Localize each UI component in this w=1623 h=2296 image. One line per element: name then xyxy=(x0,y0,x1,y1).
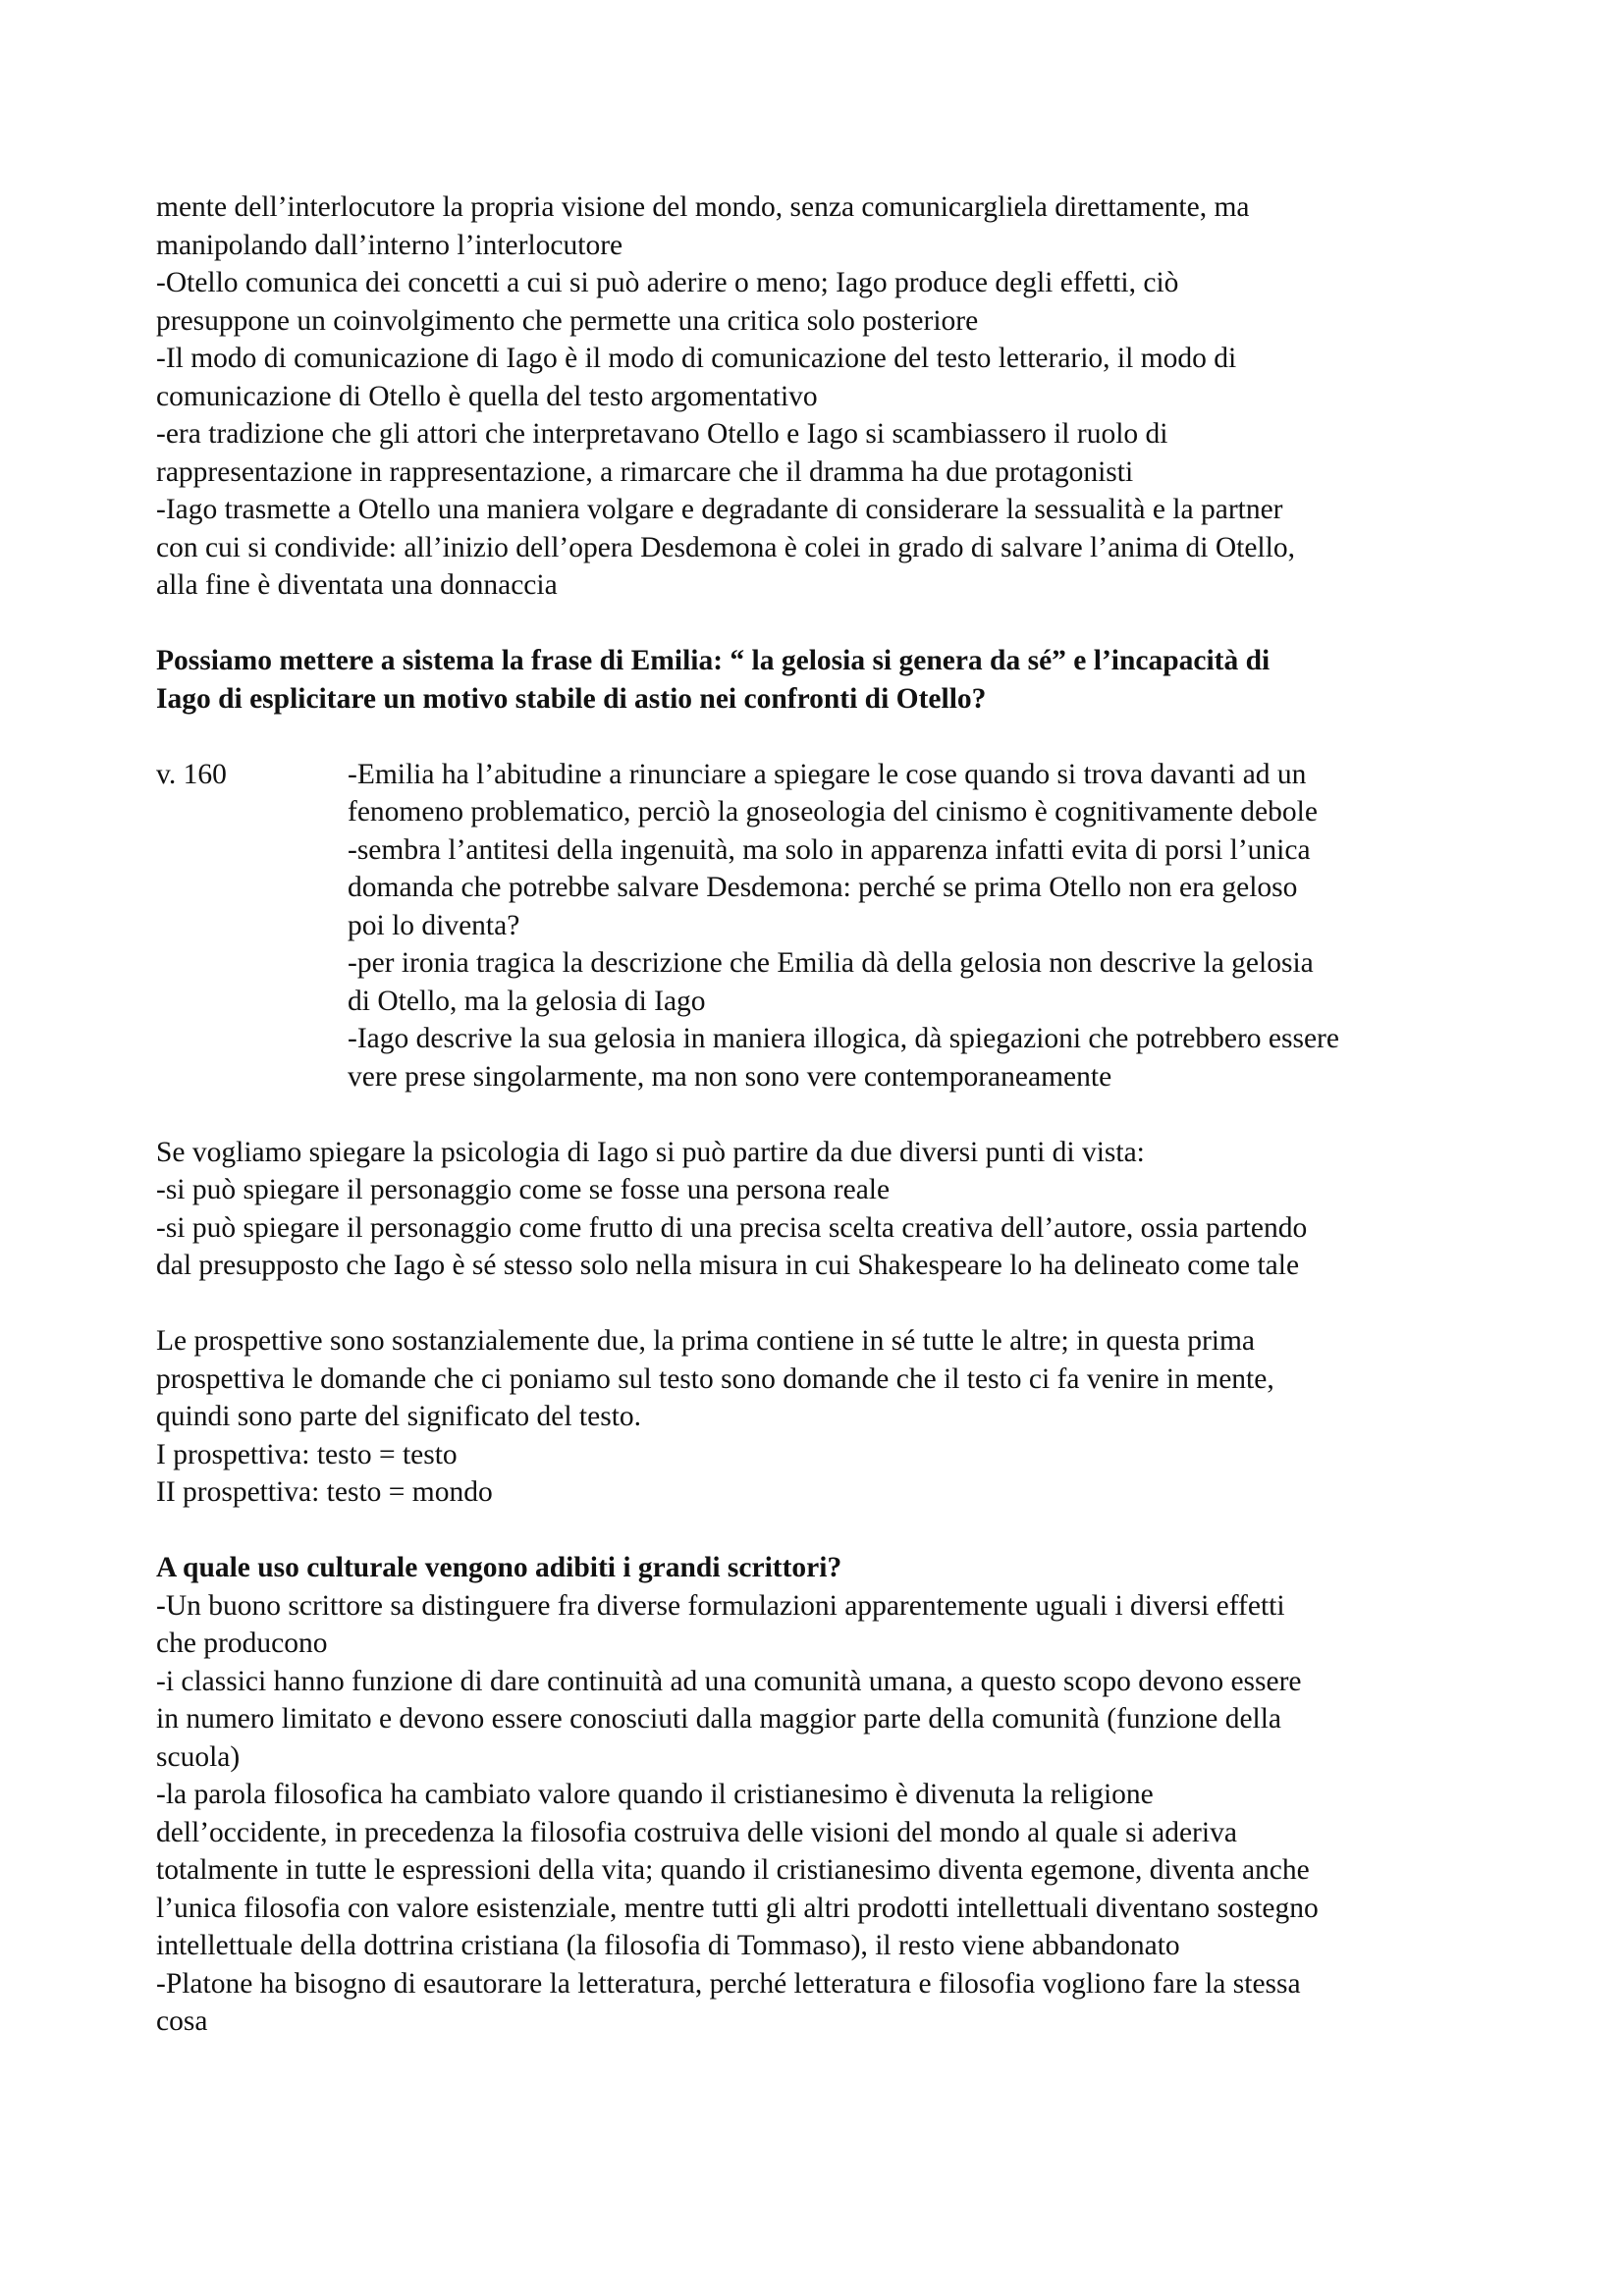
text-line: mente dell’interlocutore la propria visione del mondo, senza comunicargliela direttamente, ma xyxy=(156,191,1250,223)
document-page xyxy=(156,188,1477,2041)
text-line: I prospettiva: testo = testo xyxy=(156,1438,458,1470)
paragraph-gap xyxy=(156,1512,1477,1550)
text-line: -Emilia ha l’abitudine a rinunciare a spiegare le cose quando si trova davanti ad un xyxy=(348,758,1307,790)
text-line: -per ironia tragica la descrizione che Emilia dà della gelosia non descrive la gelosia xyxy=(348,947,1314,979)
text-line: scuola) xyxy=(156,1740,241,1773)
text-line: domanda che potrebbe salvare Desdemona: perché se prima Otello non era geloso xyxy=(348,872,1298,903)
text-line: in numero limitato e devono essere conosciuti dalla maggior parte della comunità (funzione della xyxy=(156,1703,1282,1735)
psychology-paragraph xyxy=(156,1134,1477,1285)
heading-line: Possiamo mettere a sistema la frase di Emilia: “ la gelosia si genera da sé” e l’incapacità di xyxy=(156,645,1271,676)
text-line: comunicazione di Otello è quella del testo argomentativo xyxy=(156,380,818,412)
text-line: -era tradizione che gli attori che interpretavano Otello e Iago si scambiassero il ruolo di xyxy=(156,418,1168,450)
text-line: l’unica filosofia con valore esistenziale, mentre tutti gli altri prodotti intellettuali diventano sostegno xyxy=(156,1892,1319,1924)
text-line: vere prese singolarmente, ma non sono vere contemporaneamente xyxy=(348,1060,1112,1093)
text-line: dal presupposto che Iago è sé stesso solo nella misura in cui Shakespeare lo ha delineato come tale xyxy=(156,1250,1300,1281)
text-line: alla fine è diventata una donnaccia xyxy=(156,569,558,601)
paragraph-gap xyxy=(156,718,1477,756)
verse-note-block xyxy=(156,756,1477,1096)
text-line: -si può spiegare il personaggio come frutto di una precisa scelta creativa dell’autore, ossia partendo xyxy=(156,1211,1308,1244)
verse-commentary xyxy=(348,756,1477,1096)
question-heading-writers: A quale uso culturale vengono adibiti i grandi scrittori? xyxy=(156,1552,842,1583)
text-line: rappresentazione in rappresentazione, a rimarcare che il dramma ha due protagonisti xyxy=(156,455,1134,488)
text-line: manipolando dall’interno l’interlocutore xyxy=(156,229,623,261)
text-line: -la parola filosofica ha cambiato valore quando il cristianesimo è divenuta la religione xyxy=(156,1779,1154,1810)
text-line: -Iago trasmette a Otello una maniera volgare e degradante di considerare la sessualità e la partner xyxy=(156,494,1283,525)
writers-section xyxy=(156,1549,1477,2041)
text-line: -si può spiegare il personaggio come se fosse una persona reale xyxy=(156,1174,891,1205)
text-line: -Il modo di comunicazione di Iago è il modo di comunicazione del testo letterario, il modo di xyxy=(156,343,1237,374)
question-heading-emilia xyxy=(156,642,1477,718)
text-line: poi lo diventa? xyxy=(348,909,520,941)
intro-paragraph xyxy=(156,188,1477,605)
verse-reference: v. 160 xyxy=(156,758,227,790)
text-line: -Un buono scrittore sa distinguere fra diverse formulazioni apparentemente uguali i diversi effetti xyxy=(156,1589,1285,1622)
text-line: Se vogliamo spiegare la psicologia di Iago si può partire da due diversi punti di vista: xyxy=(156,1136,1145,1168)
text-line: -i classici hanno funzione di dare continuità ad una comunità umana, a questo scopo devono essere xyxy=(156,1665,1302,1697)
perspectives-paragraph xyxy=(156,1322,1477,1512)
text-line: presuppone un coinvolgimento che permette una critica solo posteriore xyxy=(156,304,979,337)
text-line: intellettuale della dottrina cristiana (la filosofia di Tommaso), il resto viene abbandonato xyxy=(156,1930,1180,1961)
text-line: totalmente in tutte le espressioni della vita; quando il cristianesimo diventa egemone, diventa anche xyxy=(156,1854,1310,1886)
text-line: Le prospettive sono sostanzialemente due, la prima contiene in sé tutte le altre; in questa prima xyxy=(156,1325,1255,1357)
paragraph-gap xyxy=(156,1095,1477,1134)
text-line: -Platone ha bisogno di esautorare la letteratura, perché letteratura e filosofia vogliono fare la stessa xyxy=(156,1967,1301,2000)
text-line: II prospettiva: testo = mondo xyxy=(156,1476,493,1508)
paragraph-gap xyxy=(156,1285,1477,1323)
text-line: con cui si condivide: all’inizio dell’opera Desdemona è colei in grado di salvare l’anima di Otello, xyxy=(156,531,1295,563)
text-line: -Iago descrive la sua gelosia in maniera illogica, dà spiegazioni che potrebbero essere xyxy=(348,1023,1339,1054)
text-line: cosa xyxy=(156,2005,208,2037)
text-line: di Otello, ma la gelosia di Iago xyxy=(348,985,706,1017)
text-line: quindi sono parte del significato del testo. xyxy=(156,1401,642,1432)
text-line: prospettiva le domande che ci poniamo sul testo sono domande che il testo ci fa venire in mente, xyxy=(156,1362,1274,1395)
text-line: dell’occidente, in precedenza la filosofia costruiva delle visioni del mondo al quale si aderiva xyxy=(156,1816,1237,1848)
text-line: fenomeno problematico, perciò la gnoseologia del cinismo è cognitivamente debole xyxy=(348,796,1318,828)
text-line: -sembra l’antitesi della ingenuità, ma solo in apparenza infatti evita di porsi l’unica xyxy=(348,833,1311,866)
heading-line: Iago di esplicitare un motivo stabile di astio nei confronti di Otello? xyxy=(156,682,987,715)
paragraph-gap xyxy=(156,605,1477,643)
text-line: che producono xyxy=(156,1628,328,1659)
text-line: -Otello comunica dei concetti a cui si può aderire o meno; Iago produce degli effetti, ciò xyxy=(156,267,1179,298)
